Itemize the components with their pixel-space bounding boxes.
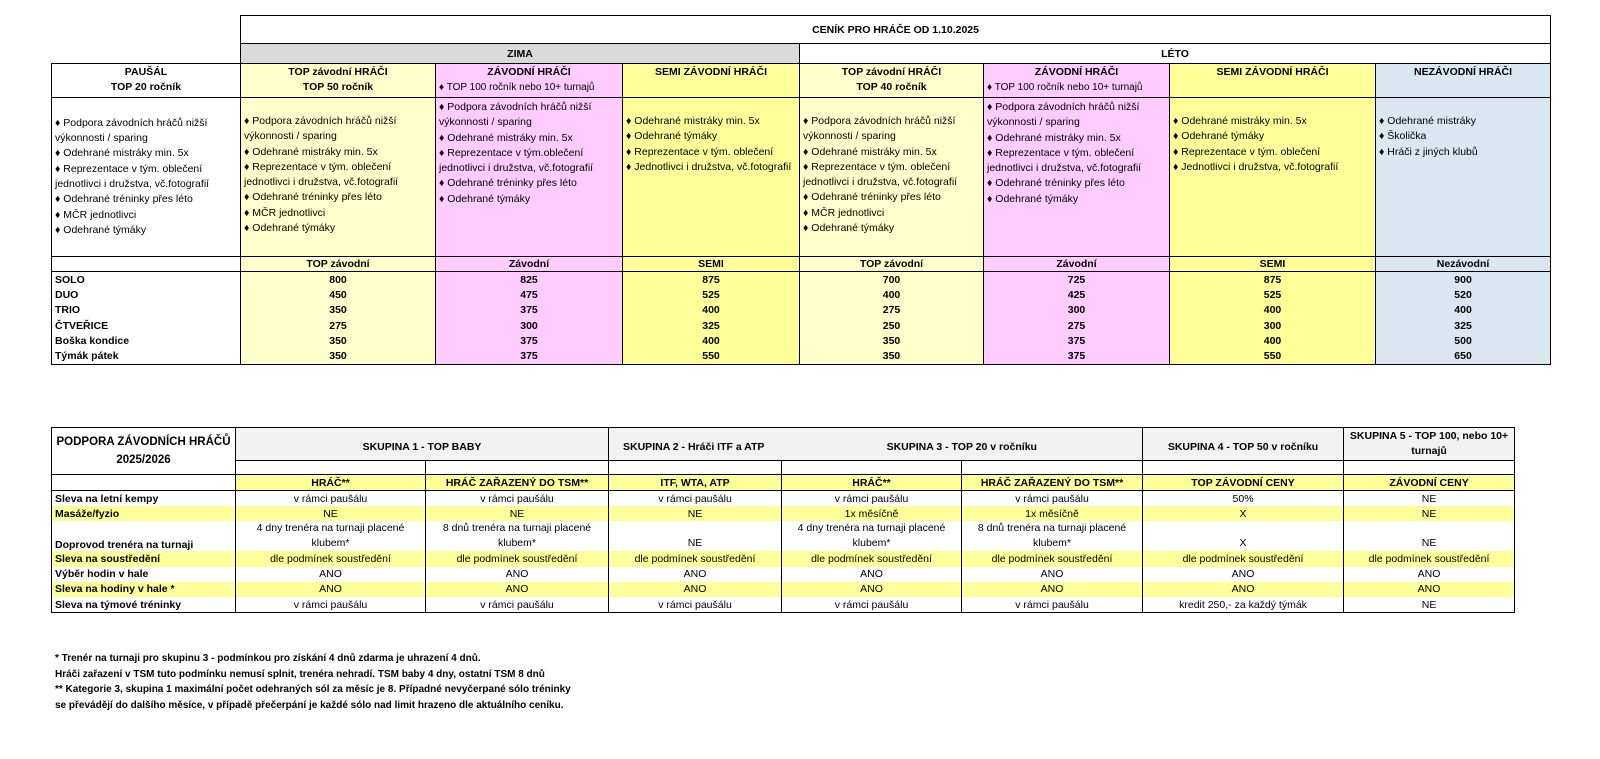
support-cell: X [1143,506,1344,521]
price-cell: 875 [1170,272,1376,288]
desc-line: ♦ Jednotlivci i družstva, vč.fotografií [626,160,792,173]
col-header [1376,64,1551,98]
desc-line: ♦ Odehrané tréninky přes léto [803,191,941,204]
support-title [52,428,236,475]
col-header-label: ZÁVODNÍ HRÁČI [487,66,571,78]
price-cell: 325 [623,318,800,333]
desc-line: ♦ Podpora závodních hráčů nižší [439,101,592,113]
support-cell: 50% [1143,491,1344,507]
support-cell: ANO [782,567,962,582]
desc-line: jednotlivci i družstva, vč.fotografií [439,162,594,175]
support-cell: NE [609,506,782,521]
support-cell: ANO [1344,582,1515,597]
support-cell: kredit 250,- za každý týmák [1143,597,1344,613]
desc-line: jednotlivci i družstva, vč.fotografií [803,176,958,189]
desc-top-leto [800,98,984,257]
support-title-line1: PODPORA ZÁVODNÍCH HRÁČŮ [56,436,231,448]
price-cell: 450 [241,287,436,302]
desc-line: ♦ Reprezentace v tým. oblečení [244,160,392,173]
support-cell: ANO [609,582,782,597]
desc-line: ♦ MČR jednotlivci [803,206,885,219]
desc-line: ♦ Odehrané týmáky [987,192,1079,205]
price-cell: 300 [436,318,623,333]
subhead-empty [52,475,236,491]
desc-line: ♦ Odehrané tréninky přes léto [439,177,577,190]
group3-header: SKUPINA 3 - TOP 20 v ročníku [782,428,1143,461]
col-header [984,64,1170,98]
spacer-cell [1143,461,1344,475]
desc-line: ♦ Odehrané mistráky min. 5x [626,115,760,127]
desc-line: výkonnosti / sparing [244,130,337,143]
desc-line: ♦ Podpora závodních hráčů nižší [987,101,1140,113]
col-header-label: ZÁVODNÍ HRÁČI [1034,66,1119,78]
price-cell: 400 [623,333,800,348]
spacer-cell [609,461,782,475]
footnote: Hráči zařazení v TSM tuto podmínku nemusí splnit, trenéra nehradí. TSM baby 4 dny, ostatní TSM 8 dnů [55,668,545,680]
price-cell: 520 [1376,287,1551,302]
support-row-label: Sleva na soustředění [52,551,236,566]
desc-line: výkonnosti / sparing [439,116,532,129]
desc-line: ♦ Reprezentace v tým. oblečení [55,162,203,175]
support-row-label: Sleva na týmové tréninky [52,597,236,613]
desc-line: ♦ MČR jednotlivci [55,208,137,221]
price-cell: 900 [1376,272,1551,288]
support-cell: dle podmínek soustředění [1143,551,1344,566]
desc-line: ♦ Odehrané mistráky [1379,115,1476,127]
footnote: * Trenér na turnaji pro skupinu 3 - podmínkou pro získání 4 dnů zdarma je uhrazení 4 dnů. [55,653,481,664]
support-cell: dle podmínek soustředění [962,551,1143,566]
cat-label: TOP závodní [800,257,984,272]
cat-empty [52,257,241,272]
support-cell: v rámci paušálu [426,597,609,613]
group4-header: SKUPINA 4 - TOP 50 v ročníku [1143,428,1344,461]
support-row-label: Sleva na letní kempy [52,491,236,507]
col-header-label: TOP závodní HRÁČI [288,66,388,78]
col-header-label: SEMI ZÁVODNÍ HRÁČI [1216,66,1329,78]
price-cell: 350 [800,348,984,364]
price-row [52,272,1551,288]
cat-label: Závodní [436,257,623,272]
support-cell: dle podmínek soustředění [236,551,426,566]
desc-line: ♦ Odehrané mistráky min. 5x [987,131,1121,144]
price-cell: 375 [436,303,623,318]
price-cell: 425 [984,287,1170,302]
desc-line: ♦ Odehrané týmáky [1173,130,1265,143]
support-cell: dle podmínek soustředění [782,551,962,566]
price-cell: 375 [436,333,623,348]
support-cell: NE [1344,506,1515,521]
support-row [52,567,1542,582]
desc-line: ♦ Reprezentace v tým. oblečení [626,145,774,158]
support-cell: v rámci paušálu [426,491,609,507]
support-cell: v rámci paušálu [609,597,782,613]
desc-line: výkonnosti / sparing [803,130,896,143]
price-row [52,348,1551,364]
col-header-label: TOP závodní HRÁČI [841,66,942,78]
pausal-header [52,64,241,98]
price-cell: 550 [623,348,800,364]
price-cell: 400 [1170,303,1376,318]
price-cell: 700 [800,272,984,288]
desc-line: ♦ Reprezentace v tým.oblečení [439,146,584,159]
price-cell: 325 [1376,318,1551,333]
desc-line: ♦ MČR jednotlivci [244,206,326,219]
support-cell: v rámci paušálu [962,491,1143,507]
desc-line: ♦ Odehrané mistráky min. 5x [244,145,378,158]
price-cell: 475 [436,287,623,302]
support-cell: ANO [1143,567,1344,582]
price-cell: 350 [241,333,436,348]
col-header-sub: TOP 50 ročník [302,81,374,93]
price-cell: 300 [1170,318,1376,333]
cat-label: SEMI [623,257,800,272]
cat-label: Nezávodní [1376,257,1551,272]
col-header-sub: ♦ TOP 100 ročník nebo 10+ turnajů [439,82,595,93]
group1-header: SKUPINA 1 - TOP BABY [236,428,609,461]
price-cell: 275 [800,303,984,318]
support-cell: dle podmínek soustředění [426,551,609,566]
price-cell: 550 [1170,348,1376,364]
support-cell: dle podmínek soustředění [1344,551,1515,566]
support-row [52,521,1542,551]
support-cell: NE [236,506,426,521]
desc-line: ♦ Reprezentace v tým. oblečení [803,160,951,173]
price-rows [52,272,1551,365]
price-cell: 275 [984,318,1170,333]
desc-nezav [1376,98,1551,257]
price-cell: 250 [800,318,984,333]
spacer-cell [1344,461,1515,475]
desc-line: ♦ Školička [1379,130,1427,143]
support-cell: v rámci paušálu [609,491,782,507]
price-cell: 275 [241,318,436,333]
support-cell: ANO [962,582,1143,597]
price-cell: 800 [241,272,436,288]
desc-semi-zima [623,98,800,257]
col-header [436,64,623,98]
desc-line: ♦ Odehrané mistráky min. 5x [803,145,937,158]
group2-header: SKUPINA 2 - Hráči ITF a ATP [609,428,782,461]
desc-zav-zima [436,98,623,257]
price-row-label: Boška kondice [52,333,241,348]
desc-line: ♦ Reprezentace v tým. oblečení [1173,145,1321,158]
pausal-label: PAUŠÁL [124,66,168,78]
support-row [52,551,1542,566]
support-cell: v rámci paušálu [236,597,426,613]
desc-zav-leto [984,98,1170,257]
desc-semi-leto [1170,98,1376,257]
price-row-label: DUO [52,287,241,302]
col-header [623,64,800,98]
page-title: CENÍK PRO HRÁČE OD 1.10.2025 [241,16,1551,44]
support-cell: ANO [609,567,782,582]
support-cell: v rámci paušálu [782,597,962,613]
price-cell: 825 [436,272,623,288]
price-cell: 400 [1376,303,1551,318]
price-cell: 400 [1170,333,1376,348]
desc-line: ♦ Odehrané mistráky min. 5x [439,131,573,144]
desc-line: ♦ Podpora závodních hráčů nižší výkonnosti / sparing [55,116,208,145]
subhead: HRÁČ** [236,475,426,491]
desc-line: ♦ Odehrané mistráky min. 5x [55,147,189,160]
desc-line: jednotlivci i družstva, vč.fotografií [987,162,1142,175]
price-row-label: ČTVEŘICE [52,318,241,333]
support-cell: NE [1344,521,1515,551]
support-cell: NE [609,521,782,551]
support-cell: ANO [426,582,609,597]
support-cell: 4 dny trenéra na turnaji placené klubem* [236,521,426,551]
desc-line: ♦ Odehrané tréninky přes léto [987,177,1125,190]
col-header-label: NEZÁVODNÍ HRÁČI [1414,66,1513,78]
desc-line: ♦ Podpora závodních hráčů nižší [803,115,956,127]
support-cell: NE [426,506,609,521]
support-cell: dle podmínek soustředění [609,551,782,566]
price-cell: 525 [1170,287,1376,302]
support-row-label: Sleva na hodiny v hale * [52,582,236,597]
desc-line: jednotlivci i družstva, vč.fotografií [55,178,210,190]
footnote: se převádějí do dalšího měsíce, v případě přečerpání je každé sólo nad limit hrazeno dle aktuálního ceníku. [55,699,564,711]
col-header-sub: ♦ TOP 100 ročník nebo 10+ turnajů [987,82,1143,93]
spacer-cell [236,461,426,475]
price-cell: 650 [1376,348,1551,364]
support-row-label: Výběr hodin v hale [52,567,236,582]
desc-pausal [52,98,241,257]
desc-line: ♦ Odehrané týmáky [244,222,336,235]
col-header-label: SEMI ZÁVODNÍ HRÁČI [654,66,767,78]
price-cell: 875 [623,272,800,288]
cat-label: SEMI [1170,257,1376,272]
desc-line: ♦ Odehrané týmáky [626,130,718,143]
support-cell: v rámci paušálu [782,491,962,507]
pausal-sub: TOP 20 ročník [110,81,182,93]
support-title-line2: 2025/2026 [116,454,171,466]
price-table [51,15,1551,365]
col-header [1170,64,1376,98]
col-header [241,64,436,98]
subhead: ZÁVODNÍ CENY [1344,475,1515,491]
price-cell: 375 [984,333,1170,348]
subhead: TOP ZÁVODNÍ CENY [1143,475,1344,491]
group5-header-line2: turnajů [1411,445,1447,457]
subhead: ITF, WTA, ATP [609,475,782,491]
desc-line: ♦ Odehrané tréninky přes léto [244,191,382,204]
subhead: HRÁČ** [782,475,962,491]
support-cell: NE [1344,597,1515,613]
support-row [52,582,1542,597]
desc-line: ♦ Jednotlivci i družstva, vč.fotografií [1173,160,1339,173]
price-cell: 525 [623,287,800,302]
price-row [52,287,1551,302]
price-cell: 725 [984,272,1170,288]
support-row [52,597,1542,613]
price-row [52,303,1551,318]
support-cell: 4 dny trenéra na turnaji placené klubem* [782,521,962,551]
price-cell: 350 [800,333,984,348]
col-header [800,64,984,98]
price-row [52,318,1551,333]
desc-line: ♦ Odehrané týmáky [803,222,895,235]
price-row-label: TRIO [52,303,241,318]
price-cell: 350 [241,303,436,318]
support-row-label: Masáže/fyzio [52,506,236,521]
support-cell: ANO [236,582,426,597]
price-cell: 400 [800,287,984,302]
desc-line: ♦ Hráči z jiných klubů [1379,145,1478,158]
subhead: HRÁČ ZAŘAZENÝ DO TSM** [426,475,609,491]
support-cell: v rámci paušálu [236,491,426,507]
cat-label: Závodní [984,257,1170,272]
support-cell: ANO [962,567,1143,582]
support-cell: 1x měsíčně [962,506,1143,521]
subhead: HRÁČ ZAŘAZENÝ DO TSM** [962,475,1143,491]
desc-line: jednotlivci i družstva, vč.fotografií [244,176,399,189]
support-rows [52,491,1542,613]
price-cell: 400 [623,303,800,318]
support-cell: NE [1344,491,1515,507]
support-cell: ANO [426,567,609,582]
support-cell: v rámci paušálu [962,597,1143,613]
price-cell: 500 [1376,333,1551,348]
season-winter: ZIMA [241,44,800,64]
desc-line: ♦ Odehrané tréninky přes léto [55,193,193,206]
support-cell: X [1143,521,1344,551]
desc-top-zima [241,98,436,257]
desc-line: ♦ Odehrané týmáky [55,223,147,236]
col-header-sub: TOP 40 ročník [856,81,927,93]
support-table [51,427,1542,613]
price-cell: 350 [241,348,436,364]
desc-line: ♦ Odehrané mistráky min. 5x [1173,115,1307,127]
desc-line: ♦ Podpora závodních hráčů nižší [244,115,397,127]
support-row [52,506,1542,521]
support-cell: 8 dnů trenéra na turnaji placené klubem* [426,521,609,551]
support-row-label: Doprovod trenéra na turnaji [52,521,236,551]
cat-label: TOP závodní [241,257,436,272]
support-cell: ANO [782,582,962,597]
spacer-cell [782,461,962,475]
price-row [52,333,1551,348]
footnote: ** Kategorie 3, skupina 1 maximální počet odehraných sól za měsíc je 8. Případné nevyčerpané sólo tréninky [55,684,571,695]
price-cell: 375 [984,348,1170,364]
desc-line: ♦ Reprezentace v tým. oblečení [987,146,1135,159]
group5-header [1344,428,1515,461]
desc-line: ♦ Odehrané týmáky [439,192,531,205]
season-summer: LÉTO [800,44,1551,64]
price-cell: 300 [984,303,1170,318]
spacer-cell [962,461,1143,475]
support-cell: 1x měsíčně [782,506,962,521]
support-cell: ANO [236,567,426,582]
support-row [52,491,1542,507]
footnotes [55,651,571,713]
support-cell: 8 dnů trenéra na turnaji placené klubem* [962,521,1143,551]
price-cell: 375 [436,348,623,364]
spacer-cell [426,461,609,475]
support-cell: ANO [1143,582,1344,597]
group5-header-line1: SKUPINA 5 - TOP 100, nebo 10+ [1349,430,1509,442]
price-row-label: SOLO [52,272,241,288]
desc-line: výkonnosti / sparing [987,116,1080,129]
price-row-label: Týmák pátek [52,348,241,364]
support-cell: ANO [1344,567,1515,582]
